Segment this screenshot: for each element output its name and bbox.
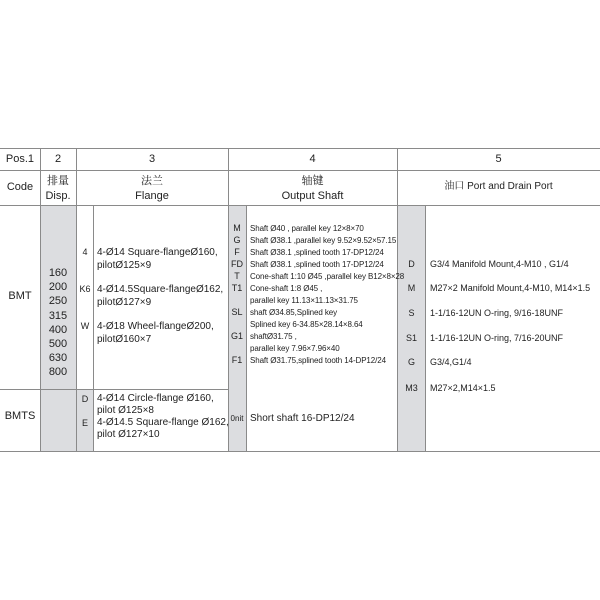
shaft-desc: Cone-shaft 1:10 Ø45 ,parallel key B12×8×28 (250, 272, 405, 281)
grid-line (93, 205, 94, 451)
shaft-code (228, 342, 246, 354)
flange-code: K6 (79, 284, 91, 294)
shaft-code: M (233, 223, 241, 233)
flange-header-cn: 法兰 (141, 175, 163, 187)
flange-desc: 4-Ø14.5 Square-flange Ø162, (97, 417, 229, 428)
grid-line (425, 205, 426, 451)
flange-desc: 4-Ø14 Square-flangeØ160, (97, 247, 218, 258)
port-desc: 1-1/16-12UN O-ring, 7/16-20UNF (430, 333, 564, 343)
shaft-desc: Shaft Ø38.1 ,splined tooth 17-DP12/24 (250, 248, 384, 257)
grid-line (0, 170, 600, 171)
shaft-code: F1 (231, 355, 243, 365)
shaft-code: T1 (231, 283, 243, 293)
shaft-desc: Shaft Ø40 , parallel key 12×8×70 (250, 224, 364, 233)
shaft-code: T (234, 271, 240, 281)
shaft-desc-list (250, 223, 404, 367)
flange-code: 4 (82, 247, 88, 257)
shaft-header-en: Output Shaft (281, 190, 344, 202)
port-desc: 1-1/16-12UN O-ring, 9/16-18UNF (430, 308, 564, 318)
shaft-code: G (233, 235, 241, 245)
flange-code: D (81, 394, 89, 404)
shaft-desc: shaftØ31.75 , (250, 332, 297, 341)
shaft-desc: Splined key 6-34.85×28.14×8.64 (250, 320, 363, 329)
pos2-label: 2 (54, 153, 62, 165)
flange-desc: pilotØ127×9 (97, 297, 152, 308)
shaft-desc: Shaft Ø38.1 ,splined tooth 17-DP12/24 (250, 260, 384, 269)
port-desc: G3/4 Manifold Mount,4-M10 , G1/4 (430, 259, 569, 269)
disp-header-cn: 排量 (47, 175, 69, 187)
shaft-code (228, 294, 246, 306)
displacement-value: 400 (48, 323, 68, 336)
code-bmts: BMTS (4, 410, 36, 422)
pos4-label: 4 (309, 153, 316, 165)
shaft-code-list (228, 222, 246, 366)
shaft-code: SL (231, 307, 243, 317)
flange-desc: pilot Ø127×10 (97, 429, 160, 440)
displacement-value: 800 (48, 366, 68, 379)
flange-desc: 4-Ø14 Circle-flange Ø160, (97, 393, 214, 404)
port-code: M3 (405, 383, 418, 393)
code-bmt: BMT (8, 290, 32, 302)
port-desc: G3/4,G1/4 (430, 357, 472, 367)
shaft-desc: shaft Ø34.85,Splined key (250, 308, 337, 317)
flange-desc: pilotØ125×9 (97, 260, 152, 271)
pos3-label: 3 (148, 153, 156, 165)
grid-line (246, 205, 247, 451)
shaft-desc: Shaft Ø38.1 ,parallel key 9.52×9.52×57.15 (250, 236, 397, 245)
grid-line (0, 205, 600, 206)
port-desc: M27×2 Manifold Mount,4-M10, M14×1.5 (430, 283, 591, 293)
shaft-code: G1 (230, 331, 243, 341)
port-code: D (408, 259, 415, 269)
flange-desc: pilotØ160×7 (97, 334, 152, 345)
shaft-code: FD (231, 259, 243, 269)
shaft-desc: parallel key 11.13×11.13×31.75 (250, 296, 358, 305)
port-code: G (407, 357, 415, 367)
port-header: 油口 Port and Drain Port (444, 181, 553, 192)
displacement-value: 630 (48, 352, 68, 365)
pos5-label: 5 (495, 153, 502, 165)
grid-line (0, 389, 229, 390)
displacement-value: 160 (48, 267, 68, 279)
shaft-desc: Shaft Ø31.75,splined tooth 14-DP12/24 (250, 356, 386, 365)
flange-header-en: Flange (135, 190, 169, 202)
flange-desc: 4-Ø14.5Square-flangeØ162, (97, 284, 224, 295)
disp-header-en: Disp. (45, 190, 71, 202)
displacement-value: 250 (48, 295, 68, 308)
port-desc: M27×2,M14×1.5 (430, 383, 496, 393)
displacement-value: 500 (48, 338, 68, 351)
shaft-desc: Cone-shaft 1:8 Ø45 , (250, 284, 323, 293)
flange-desc: 4-Ø18 Wheel-flangeØ200, (97, 321, 214, 332)
shaft-code (228, 318, 246, 330)
shaft-desc: parallel key 7.96×7.96×40 (250, 344, 340, 353)
grid-line (0, 451, 600, 452)
grid-line (0, 148, 600, 149)
port-code: S1 (405, 333, 417, 343)
pos1-label: Pos.1 (5, 153, 35, 165)
shaft-code: 0nit (230, 414, 244, 423)
shaft-header-cn: 轴键 (301, 175, 324, 187)
flange-desc: pilot Ø125×8 (97, 405, 154, 416)
displacement-list (40, 266, 76, 380)
flange-code: W (80, 321, 90, 331)
port-code: S (408, 308, 415, 318)
code-header: Code (6, 181, 34, 193)
port-code: M (407, 283, 416, 293)
displacement-value: 200 (48, 281, 68, 294)
displacement-value: 315 (48, 309, 68, 322)
shaft-desc: Short shaft 16-DP12/24 (250, 413, 355, 424)
flange-code: E (81, 418, 88, 428)
shaft-code: F (234, 247, 240, 257)
